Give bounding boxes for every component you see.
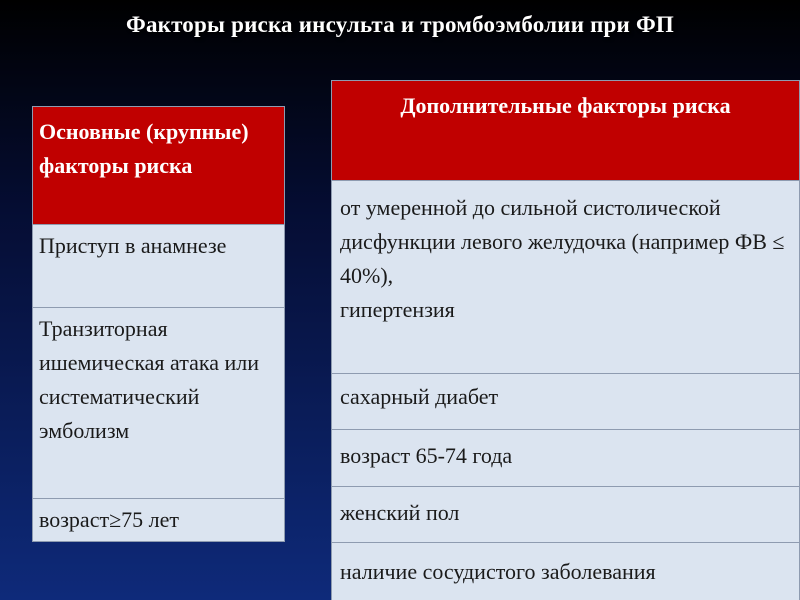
table-row [33, 308, 285, 499]
major-factor-cell: Транзиторная ишемическая атака или систематический эмболизм [33, 308, 285, 499]
additional-factor-cell: от умеренной до сильной систолической дисфункции левого желудочка (например ФВ ≤ 40%), гипертензия [332, 181, 800, 374]
additional-factors-header: Дополнительные факторы риска [332, 81, 800, 181]
table-row [332, 543, 800, 600]
table-row [332, 374, 800, 430]
major-factors-header: Основные (крупные) факторы риска [33, 107, 285, 225]
table-row [332, 181, 800, 374]
additional-factor-cell: сахарный диабет [332, 374, 800, 430]
table-row [332, 487, 800, 543]
major-risk-factors-table [32, 106, 285, 542]
additional-factor-cell: наличие сосудистого заболевания [332, 543, 800, 600]
major-factor-cell: Приступ в анамнезе [33, 225, 285, 308]
table-row [33, 225, 285, 308]
major-factor-cell: возраст≥75 лет [33, 499, 285, 542]
table-row [332, 430, 800, 487]
additional-factor-cell: возраст 65-74 года [332, 430, 800, 487]
table-header-row [33, 107, 285, 225]
table-row [33, 499, 285, 542]
additional-risk-factors-table [331, 80, 800, 600]
additional-factor-cell: женский пол [332, 487, 800, 543]
table-header-row [332, 81, 800, 181]
slide-title: Факторы риска инсульта и тромбоэмболии при ФП [126, 12, 674, 37]
